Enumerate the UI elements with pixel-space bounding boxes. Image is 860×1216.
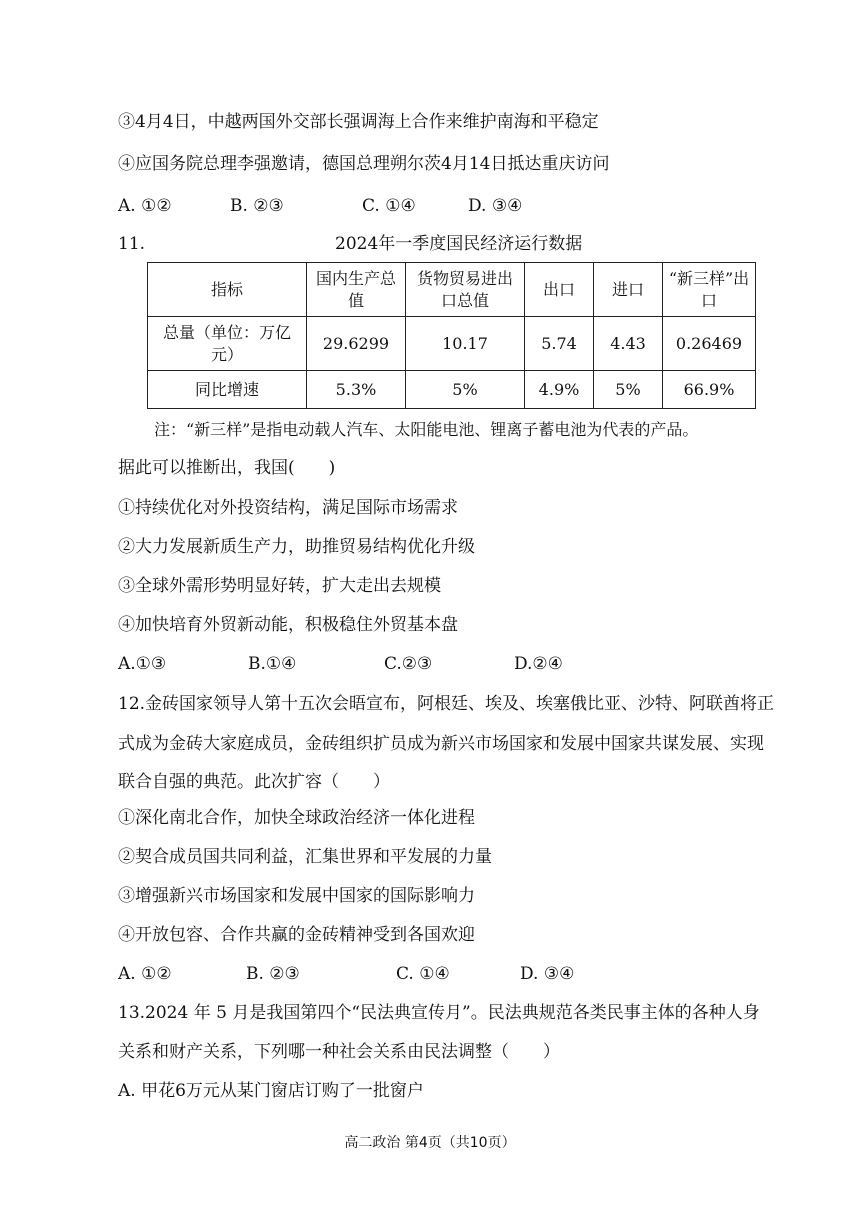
q12-item-2: ②契合成员国共同利益，汇集世界和平发展的力量 xyxy=(118,847,492,867)
q10-option-a: A. ①② xyxy=(118,196,172,216)
table-cell: 0.26469 xyxy=(663,317,756,371)
table-cell: 5.74 xyxy=(525,317,594,371)
table-row xyxy=(148,317,756,371)
q11-table-title: 2024年一季度国民经济运行数据 xyxy=(335,234,583,254)
q13-option-a: A. 甲花6万元从某门窗店订购了一批窗户 xyxy=(118,1081,424,1101)
q12-option-d: D. ③④ xyxy=(520,964,575,984)
table-row xyxy=(148,371,756,409)
q12-option-b: B. ②③ xyxy=(246,964,300,984)
table-header-cell: “新三样”出口 xyxy=(663,263,756,317)
table-header-cell: 国内生产总值 xyxy=(307,263,406,317)
table-cell: 66.9% xyxy=(663,371,756,409)
table-header-cell: 货物贸易进出口总值 xyxy=(406,263,525,317)
table-cell: 同比增速 xyxy=(148,371,307,409)
table-header-cell: 出口 xyxy=(525,263,594,317)
q11-item-2: ②大力发展新质生产力，助推贸易结构优化升级 xyxy=(118,537,475,557)
q12-stem-line-3: 联合自强的典范。此次扩容（ ） xyxy=(118,772,390,792)
table-cell: 4.43 xyxy=(594,317,663,371)
q12-item-3: ③增强新兴市场国家和发展中国家的国际影响力 xyxy=(118,886,475,906)
table-cell: 5% xyxy=(594,371,663,409)
q11-stem: 据此可以推断出，我国( ) xyxy=(118,458,336,478)
table-header-row xyxy=(148,263,756,317)
q10-option-b: B. ②③ xyxy=(230,196,284,216)
q11-note: 注：“新三样”是指电动载人汽车、太阳能电池、锂离子蓄电池为代表的产品。 xyxy=(154,420,699,439)
q11-option-d: D.②④ xyxy=(514,654,563,674)
page-footer: 高二政治 第4页（共10页） xyxy=(344,1135,516,1151)
table-cell: 10.17 xyxy=(406,317,525,371)
q11-option-b: B.①④ xyxy=(248,654,297,674)
table-cell: 总量（单位：万亿元） xyxy=(148,317,307,371)
economic-data-table xyxy=(147,262,756,409)
q11-option-a: A.①③ xyxy=(118,654,167,674)
q10-option-c: C. ①④ xyxy=(362,196,416,216)
table-cell: 29.6299 xyxy=(307,317,406,371)
q11-option-c: C.②③ xyxy=(384,654,433,674)
table-cell: 5% xyxy=(406,371,525,409)
q11-number: 11. xyxy=(118,234,146,254)
q12-stem-line-1: 12.金砖国家领导人第十五次会晤宣布，阿根廷、埃及、埃塞俄比亚、沙特、阿联酋将正 xyxy=(118,694,775,714)
q13-stem-line-2: 关系和财产关系，下列哪一种社会关系由民法调整（ ） xyxy=(118,1042,560,1062)
q12-item-4: ④开放包容、合作共赢的金砖精神受到各国欢迎 xyxy=(118,925,475,945)
table-header-cell: 指标 xyxy=(148,263,307,317)
q11-item-4: ④加快培育外贸新动能，积极稳住外贸基本盘 xyxy=(118,615,458,635)
q12-option-a: A. ①② xyxy=(118,964,172,984)
q12-stem-line-2: 式成为金砖大家庭成员，金砖组织扩员成为新兴市场国家和发展中国家共谋发展、实现 xyxy=(118,734,764,754)
table-cell: 4.9% xyxy=(525,371,594,409)
q10-item-3: ③4月4日，中越两国外交部长强调海上合作来维护南海和平稳定 xyxy=(118,112,599,132)
q12-item-1: ①深化南北合作，加快全球政治经济一体化进程 xyxy=(118,808,475,828)
q13-stem-line-1: 13.2024 年 5 月是我国第四个“民法典宣传月”。民法典规范各类民事主体的各种人身 xyxy=(118,1003,760,1023)
table-cell: 5.3% xyxy=(307,371,406,409)
table-header-cell: 进口 xyxy=(594,263,663,317)
q11-item-3: ③全球外需形势明显好转，扩大走出去规模 xyxy=(118,576,441,596)
q12-option-c: C. ①④ xyxy=(396,964,450,984)
q11-item-1: ①持续优化对外投资结构，满足国际市场需求 xyxy=(118,498,458,518)
q10-item-4: ④应国务院总理李强邀请，德国总理朔尔茨4月14日抵达重庆访问 xyxy=(118,154,610,174)
q10-option-d: D. ③④ xyxy=(468,196,523,216)
